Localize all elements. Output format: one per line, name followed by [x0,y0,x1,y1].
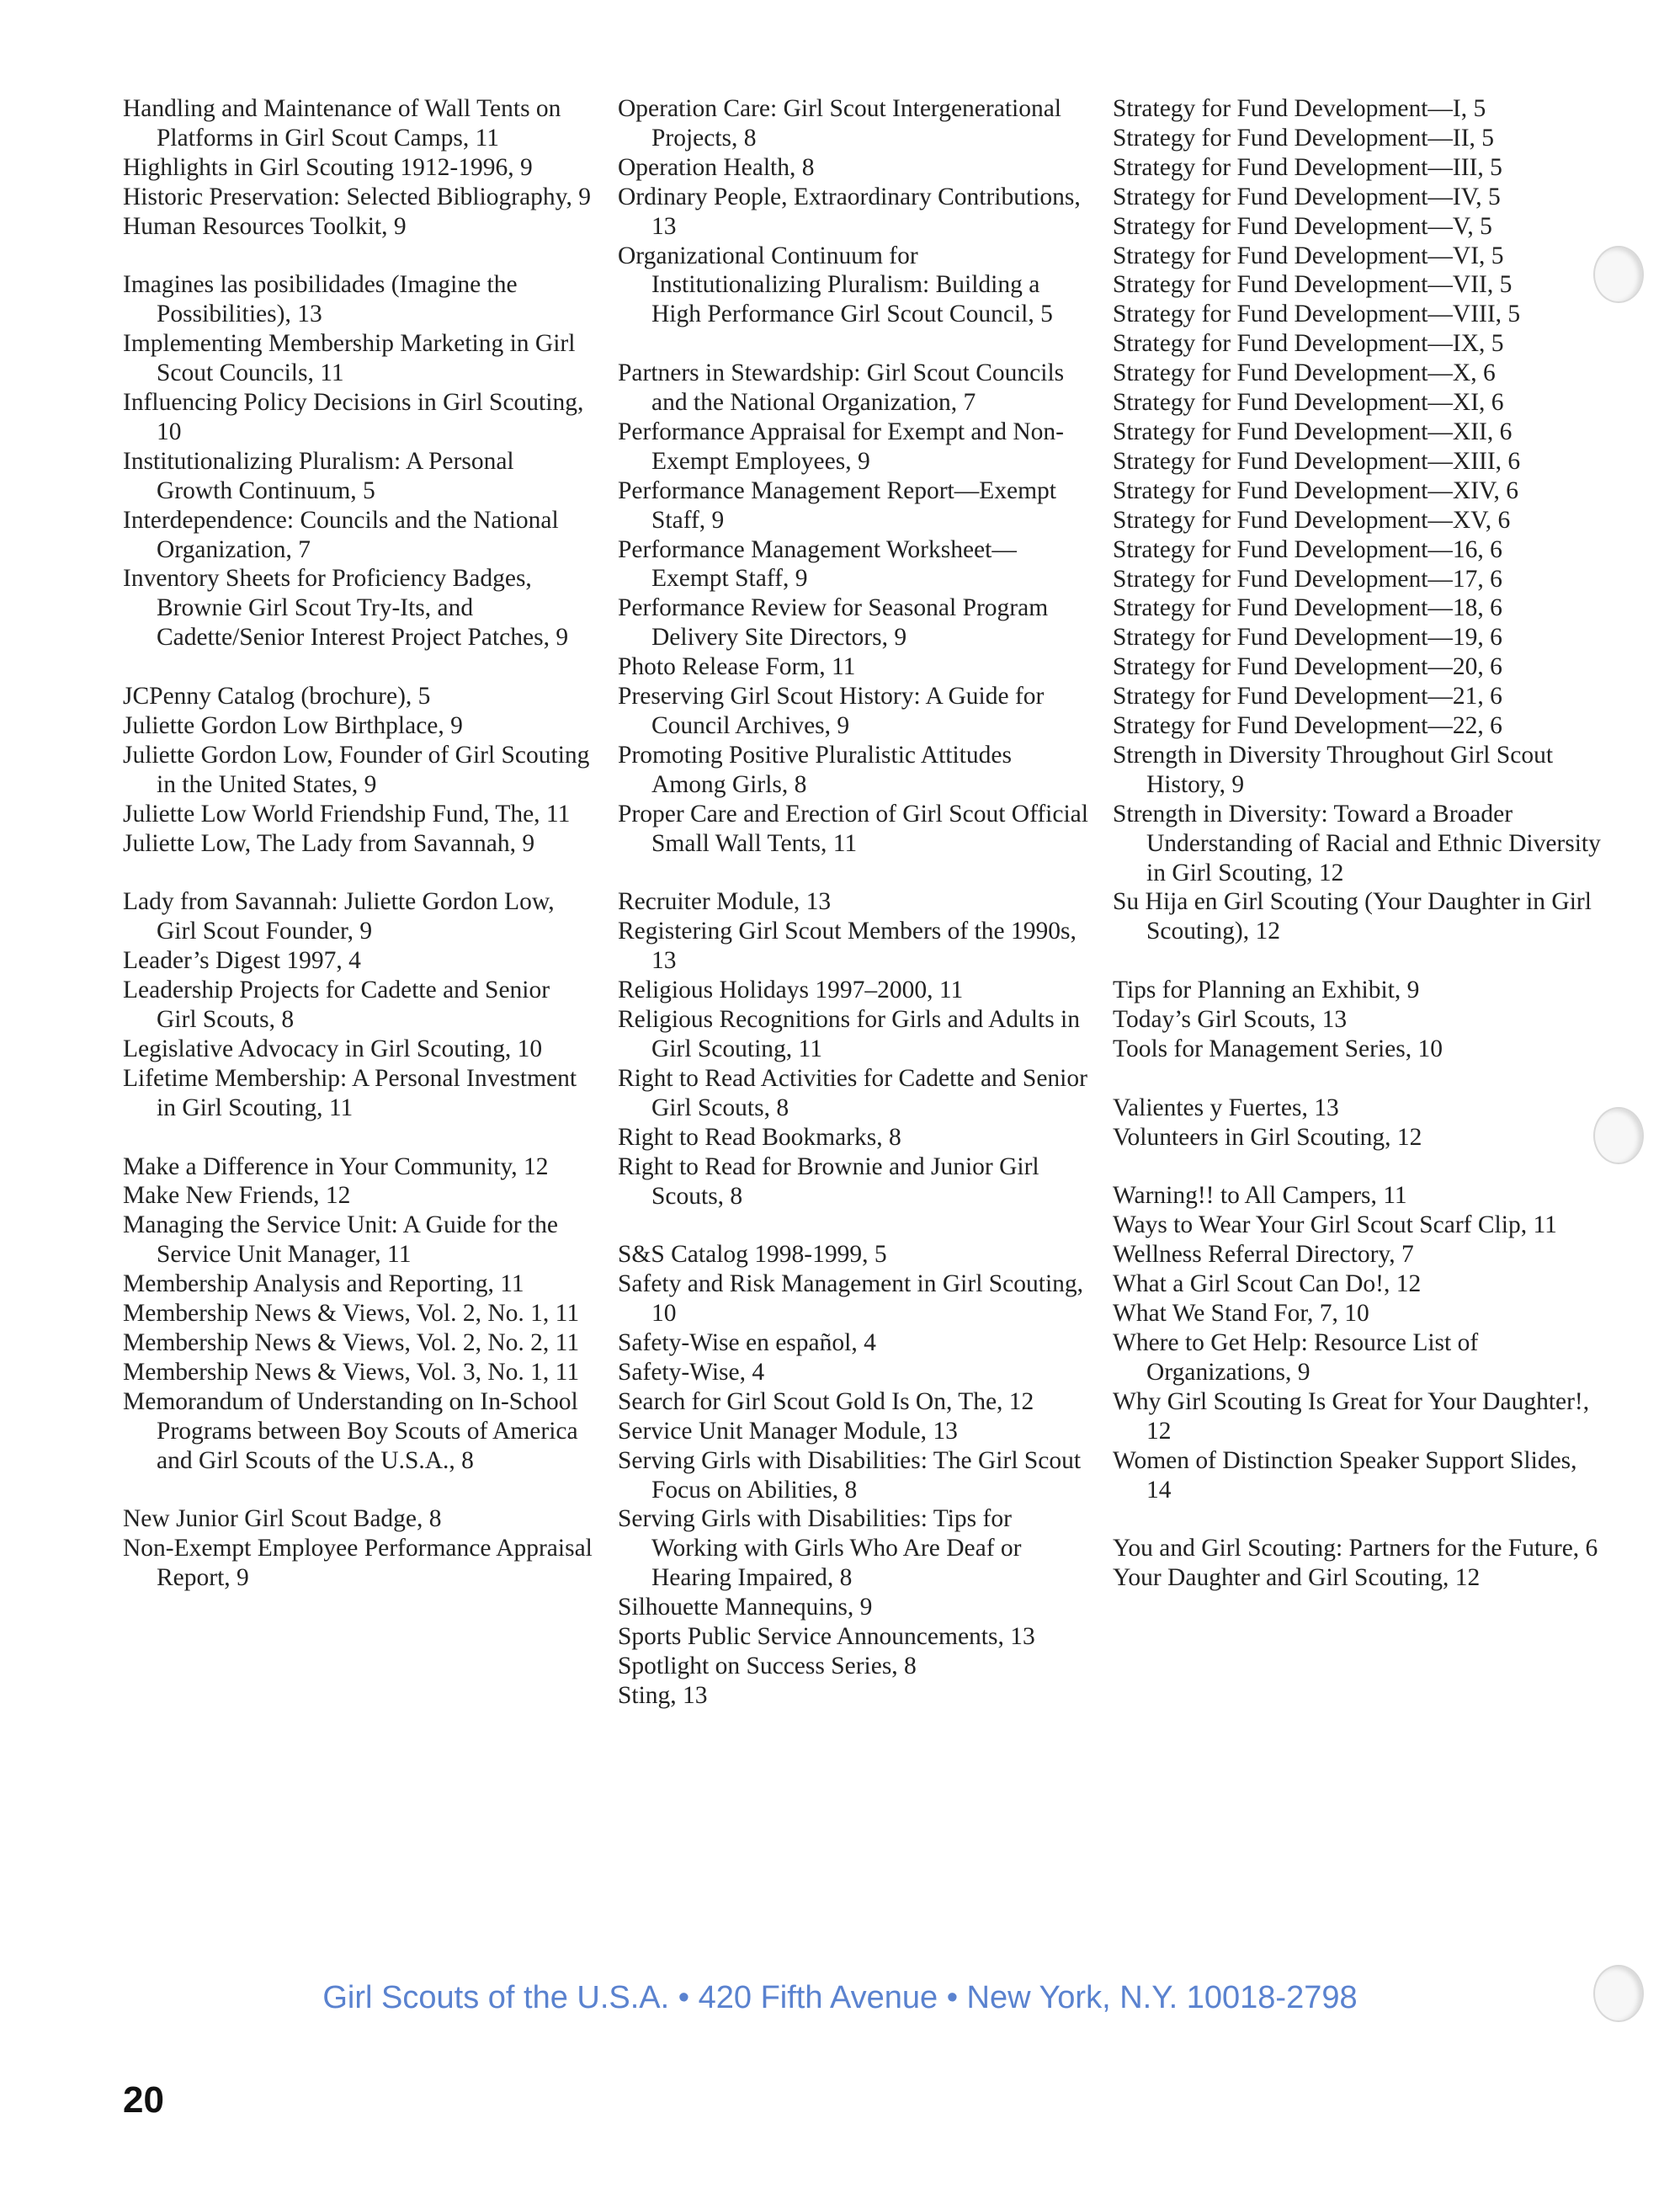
index-letter-group [123,1504,594,1593]
index-entry: Strategy for Fund Development—XI, 6 [1113,389,1504,417]
index-entry: Right to Read Bookmarks, 8 [618,1123,901,1151]
binder-hole [1593,246,1644,303]
index-entry: Serving Girls with Disabilities: The Girl Scout Focus on Abilities, 8 [618,1446,1082,1504]
index-entry: Strategy for Fund Development—20, 6 [1113,653,1502,681]
index-entry: Preserving Girl Scout History: A Guide for Council Archives, 9 [618,683,1045,740]
index-entry: Safety-Wise en español, 4 [618,1329,876,1357]
index-entry: Strategy for Fund Development—II, 5 [1113,124,1495,152]
index-entry: Strategy for Fund Development—16, 6 [1113,535,1502,563]
index-entry: JCPenny Catalog (brochure), 5 [123,683,431,711]
index-entry: Strategy for Fund Development—V, 5 [1113,212,1492,240]
index-entry: Managing the Service Unit: A Guide for the Service Unit Manager, 11 [123,1211,558,1269]
index-letter-group [618,887,1089,1211]
index-entry: Membership Analysis and Reporting, 11 [123,1270,524,1298]
index-entry: Proper Care and Erection of Girl Scout Official Small Wall Tents, 11 [618,800,1088,857]
index-entry: Make New Friends, 12 [123,1182,351,1210]
index-entry: Strategy for Fund Development—VIII, 5 [1113,301,1521,328]
index-entry: Organizational Continuum for Institutionalizing Pluralism: Building a High Performance Girl Scout Council, 5 [618,242,1053,328]
binder-hole [1593,1107,1644,1164]
index-entry: Juliette Low World Friendship Fund, The, 11 [123,800,571,828]
index-entry: Legislative Advocacy in Girl Scouting, 10 [123,1035,543,1062]
footer-address: Girl Scouts of the U.S.A. • 420 Fifth Avenue • New York, N.Y. 10018-2798 [322,1980,1358,2015]
index-entry: Sting, 13 [618,1681,708,1709]
index-entry: Operation Health, 8 [618,153,815,181]
index-entry: Membership News & Views, Vol. 2, No. 2, 11 [123,1329,580,1356]
index-entry: Strategy for Fund Development—VII, 5 [1113,271,1513,299]
index-column-2 [618,94,1089,1740]
index-entry: Performance Appraisal for Exempt and Non-Exempt Employees, 9 [618,418,1065,475]
index-entry: Strategy for Fund Development—22, 6 [1113,712,1502,740]
index-letter-group [123,270,594,652]
index-letter-group [123,682,594,858]
index-entry: Performance Management Worksheet—Exempt Staff, 9 [618,535,1017,593]
index-letter-group [618,359,1089,858]
index-letter-group [618,94,1089,329]
index-entry: Strategy for Fund Development—17, 6 [1113,565,1502,593]
index-entry: Operation Care: Girl Scout Intergenerational Projects, 8 [618,95,1061,152]
index-entry: Performance Review for Seasonal Program Delivery Site Directors, 9 [618,594,1049,652]
index-entry: Serving Girls with Disabilities: Tips for Working with Girls Who Are Deaf or Hearing Impaired, 8 [618,1505,1022,1592]
index-letter-group [1113,1534,1601,1593]
index-entry: Women of Distinction Speaker Support Slides, 14 [1113,1446,1577,1504]
index-letter-group [1113,1094,1601,1152]
index-entry: Why Girl Scouting Is Great for Your Daughter!, 12 [1113,1387,1590,1445]
index-entry: Strategy for Fund Development—21, 6 [1113,683,1502,711]
index-letter-group [123,887,594,1122]
index-entry: Lady from Savannah: Juliette Gordon Low, Girl Scout Founder, 9 [123,888,555,945]
index-entry: Tools for Management Series, 10 [1113,1035,1443,1062]
index-entry: Historic Preservation: Selected Bibliography, 9 [123,183,592,210]
index-entry: Strategy for Fund Development—III, 5 [1113,153,1502,181]
index-letter-group [1113,976,1601,1064]
index-entry: You and Girl Scouting: Partners for the Future, 6 [1113,1535,1598,1562]
index-entry: New Junior Girl Scout Badge, 8 [123,1505,442,1533]
index-entry: Lifetime Membership: A Personal Investment in Girl Scouting, 11 [123,1064,577,1121]
index-entry: Imagines las posibilidades (Imagine the Possibilities), 13 [123,271,518,328]
index-entry: Wellness Referral Directory, 7 [1113,1241,1414,1269]
index-entry: Strategy for Fund Development—IV, 5 [1113,183,1501,210]
index-entry: Your Daughter and Girl Scouting, 12 [1113,1564,1481,1592]
index-column-3 [1113,94,1601,1622]
index-entry: Safety and Risk Management in Girl Scouting, 10 [618,1270,1084,1328]
index-letter-group [618,1240,1089,1711]
index-entry: Juliette Low, The Lady from Savannah, 9 [123,829,535,857]
index-entry: Valientes y Fuertes, 13 [1113,1094,1339,1121]
index-entry: Strategy for Fund Development—XIV, 6 [1113,476,1519,504]
index-entry: Service Unit Manager Module, 13 [618,1417,958,1445]
index-entry: Strength in Diversity: Toward a Broader Understanding of Racial and Ethnic Diversity in Girl Scouting, 12 [1113,800,1601,886]
index-entry: Inventory Sheets for Proficiency Badges, Brownie Girl Scout Try-Its, and Cadette/Senior Interest Project Patches, 9 [123,565,569,652]
index-entry: Strength in Diversity Throughout Girl Scout History, 9 [1113,741,1554,798]
index-entry: Interdependence: Councils and the National Organization, 7 [123,506,559,563]
index-entry: Strategy for Fund Development—XIII, 6 [1113,447,1521,475]
index-entry: What We Stand For, 7, 10 [1113,1300,1369,1328]
index-entry: Strategy for Fund Development—XV, 6 [1113,506,1511,534]
index-entry: Silhouette Mannequins, 9 [618,1594,873,1621]
index-entry: Right to Read for Brownie and Junior Girl Scouts, 8 [618,1152,1039,1210]
index-entry: Right to Read Activities for Cadette and Senior Girl Scouts, 8 [618,1064,1087,1121]
index-letter-group [123,1152,594,1476]
index-entry: Human Resources Toolkit, 9 [123,212,407,240]
index-entry: Today’s Girl Scouts, 13 [1113,1006,1348,1034]
index-entry: Where to Get Help: Resource List of Organizations, 9 [1113,1329,1479,1386]
binder-hole [1593,1965,1644,2022]
index-entry: Strategy for Fund Development—I, 5 [1113,95,1486,122]
index-entry: Memorandum of Understanding on In-School Programs between Boy Scouts of America and Girl Scouts of the U.S.A., 8 [123,1387,578,1474]
index-entry: Sports Public Service Announcements, 13 [618,1623,1035,1651]
index-entry: Strategy for Fund Development—VI, 5 [1113,242,1504,269]
index-entry: Handling and Maintenance of Wall Tents on Platforms in Girl Scout Camps, 11 [123,95,561,152]
index-column-1 [123,94,594,1622]
index-entry: Leadership Projects for Cadette and Senior Girl Scouts, 8 [123,977,550,1034]
index-entry: Strategy for Fund Development—19, 6 [1113,624,1502,652]
index-entry: Performance Management Report—Exempt Staff, 9 [618,476,1056,534]
index-entry: Membership News & Views, Vol. 2, No. 1, 11 [123,1300,580,1328]
index-entry: Juliette Gordon Low, Founder of Girl Scouting in the United States, 9 [123,741,590,798]
index-entry: Search for Girl Scout Gold Is On, The, 12 [618,1387,1034,1415]
index-entry: Membership News & Views, Vol. 3, No. 1, 11 [123,1358,580,1386]
index-entry: Spotlight on Success Series, 8 [618,1652,917,1679]
index-entry: Strategy for Fund Development—IX, 5 [1113,330,1504,358]
index-entry: Promoting Positive Pluralistic Attitudes Among Girls, 8 [618,741,1012,798]
index-letter-group [1113,94,1601,946]
index-entry: Leader’s Digest 1997, 4 [123,947,361,975]
index-entry: Institutionalizing Pluralism: A Personal Growth Continuum, 5 [123,447,514,504]
index-entry: Volunteers in Girl Scouting, 12 [1113,1123,1422,1151]
index-entry: What a Girl Scout Can Do!, 12 [1113,1270,1422,1298]
index-entry: Make a Difference in Your Community, 12 [123,1152,549,1180]
index-entry: S&S Catalog 1998-1999, 5 [618,1241,887,1269]
index-entry: Su Hija en Girl Scouting (Your Daughter in Girl Scouting), 12 [1113,888,1592,945]
index-letter-group [123,94,594,242]
index-entry: Partners in Stewardship: Girl Scout Councils and the National Organization, 7 [618,359,1065,417]
index-entry: Influencing Policy Decisions in Girl Scouting, 10 [123,389,584,445]
index-entry: Implementing Membership Marketing in Girl Scout Councils, 11 [123,330,576,387]
index-entry: Photo Release Form, 11 [618,653,856,681]
index-entry: Juliette Gordon Low Birthplace, 9 [123,712,463,739]
index-entry: Non-Exempt Employee Performance Appraisal Report, 9 [123,1535,593,1592]
index-entry: Recruiter Module, 13 [618,888,832,916]
index-entry: Religious Recognitions for Girls and Adults in Girl Scouting, 11 [618,1006,1081,1062]
index-entry: Warning!! to All Campers, 11 [1113,1182,1407,1210]
index-letter-group [1113,1181,1601,1504]
index-entry: Safety-Wise, 4 [618,1358,765,1386]
index-entry: Highlights in Girl Scouting 1912-1996, 9 [123,153,533,181]
index-entry: Ordinary People, Extraordinary Contributions, 13 [618,183,1081,240]
index-entry: Registering Girl Scout Members of the 1990s, 13 [618,918,1077,975]
index-entry: Ways to Wear Your Girl Scout Scarf Clip, 11 [1113,1211,1557,1239]
index-entry: Strategy for Fund Development—XII, 6 [1113,418,1513,445]
index-entry: Religious Holidays 1997–2000, 11 [618,977,964,1004]
index-entry: Tips for Planning an Exhibit, 9 [1113,977,1420,1004]
index-entry: Strategy for Fund Development—18, 6 [1113,594,1502,622]
page-number: 20 [123,2079,164,2121]
index-entry: Strategy for Fund Development—X, 6 [1113,359,1496,387]
